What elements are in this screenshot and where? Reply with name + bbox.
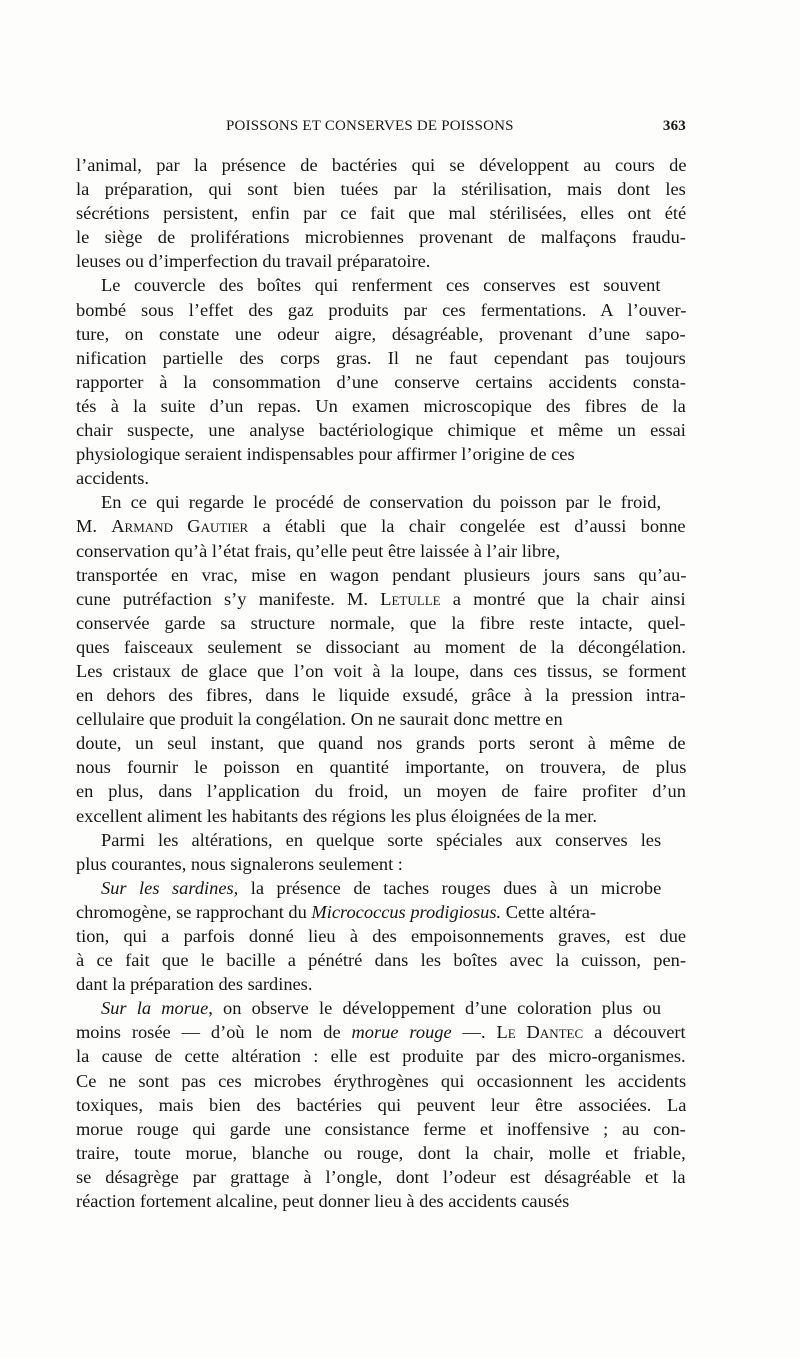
text-line: physiologique seraient indispensables pour affirmer l’origine de ces xyxy=(76,444,575,465)
text-line: chair suspecte, une analyse bactériologique chimique et même un essai xyxy=(76,420,686,441)
text-line: plus courantes, nous signalerons seulement : xyxy=(76,853,403,874)
text-line: nous fournir le poisson en quantité importante, on trouvera, de plus xyxy=(76,757,687,778)
running-title: POISSONS ET CONSERVES DE POISSONS xyxy=(226,118,514,134)
text-line: l’animal, par la présence de bactéries qui se développent au cours de xyxy=(76,155,687,175)
paragraph-3 xyxy=(76,490,686,827)
text-line: Sur la morue, on observe le développement d’une coloration plus ou xyxy=(101,998,662,1019)
italic-term: Sur la morue, xyxy=(101,998,213,1019)
paragraph-2 xyxy=(76,273,686,490)
text-line: toxiques, mais bien des bactéries qui peuvent leur être associées. La xyxy=(76,1094,687,1115)
text-line: cellulaire que produit la congélation. On ne saurait donc mettre en xyxy=(76,709,563,730)
page-body xyxy=(76,153,686,1213)
text-line: en plus, dans l’application du froid, un moyen de faire profiter d’un xyxy=(76,781,686,802)
text-line: la préparation, qui sont bien tuées par la stérilisation, mais dont les xyxy=(76,179,686,200)
text-line: Parmi les altérations, en quelque sorte spéciales aux conserves les xyxy=(101,829,662,850)
text-line: Ce ne sont pas ces microbes érythrogènes qui occasionnent les accidents xyxy=(76,1070,687,1091)
paragraph-1 xyxy=(76,153,686,273)
text-line: Le couvercle des boîtes qui renferment ces conserves est souvent xyxy=(101,275,661,296)
text-line: nification partielle des corps gras. Il ne faut cependant pas toujours xyxy=(76,347,686,368)
text-line: tion, qui a parfois donné lieu à des empoisonnements graves, est due xyxy=(76,926,687,946)
text-line: rapporter à la consommation d’une conserve certains accidents consta- xyxy=(76,371,686,392)
text-line: accidents. xyxy=(76,468,150,489)
author-name: Letulle xyxy=(380,588,441,609)
text-line: Les cristaux de glace que l’on voit à la loupe, dans ces tissus, se forment xyxy=(76,660,687,681)
text-line: morue rouge qui garde une consistance ferme et inoffensive ; au con- xyxy=(76,1118,686,1139)
paragraph-5 xyxy=(76,876,686,996)
text-line: doute, un seul instant, que quand nos grands ports seront à même de xyxy=(76,733,686,754)
text-line: ture, on constate une odeur aigre, désagréable, provenant d’une sapo- xyxy=(76,323,686,344)
text-line: moins rosée — d’où le nom de morue rouge —. Le Dantec a découvert xyxy=(76,1022,686,1043)
paragraph-6 xyxy=(76,996,686,1213)
text-line: sécrétions persistent, enfin par ce fait que mal stérilisées, elles ont été xyxy=(76,203,687,224)
text-line: chromogène, se rapprochant du Micrococcus prodigiosus. Cette altéra- xyxy=(76,901,597,922)
text-line: Sur les sardines, la présence de taches rouges dues à un microbe xyxy=(101,877,662,898)
text-line: En ce qui regarde le procédé de conservation du poisson par le froid, xyxy=(101,492,662,513)
page-number: 363 xyxy=(662,118,686,134)
italic-term: morue rouge xyxy=(351,1022,452,1043)
author-name: Armand Gautier xyxy=(111,516,249,537)
author-name: Le Dantec xyxy=(496,1022,584,1043)
italic-term: Sur les sardines, xyxy=(101,877,239,898)
text-line: tés à la suite d’un repas. Un examen microscopique des fibres de la xyxy=(76,395,686,416)
running-header xyxy=(76,118,686,140)
text-line: transportée en vrac, mise en wagon pendant plusieurs jours sans qu’au- xyxy=(76,564,687,585)
text-line: bombé sous l’effet des gaz produits par ces fermentations. A l’ouver- xyxy=(76,299,687,320)
text-line: conservée garde sa structure normale, que la fibre reste intacte, quel- xyxy=(76,612,686,633)
text-line: conservation qu’à l’état frais, qu’elle peut être laissée à l’air libre, xyxy=(76,540,561,561)
text-line: en dehors des fibres, dans le liquide exsudé, grâce à la pression intra- xyxy=(76,685,686,706)
text-line: réaction fortement alcaline, peut donner lieu à des accidents causés xyxy=(76,1191,570,1212)
species-name: Micrococcus prodigiosus. xyxy=(311,901,502,922)
text-line: ques faisceaux seulement se dissociant au moment de la décongélation. xyxy=(76,636,686,657)
paragraph-4 xyxy=(76,828,686,876)
text-line: cune putréfaction s’y manifeste. M. Letulle a montré que la chair ainsi xyxy=(76,588,686,609)
text-line: dant la préparation des sardines. xyxy=(76,974,313,995)
text-line: se désagrège par grattage à l’ongle, dont l’odeur est désagréable et la xyxy=(76,1166,686,1187)
text-line: la cause de cette altération : elle est produite par des micro-organismes. xyxy=(76,1046,686,1067)
text-line: traire, toute morue, blanche ou rouge, dont la chair, molle et friable, xyxy=(76,1142,686,1163)
text-line: le siège de proliférations microbiennes provenant de malfaçons fraudu- xyxy=(76,227,686,248)
text-line: à ce fait que le bacille a pénétré dans les boîtes avec la cuisson, pen- xyxy=(76,950,686,971)
text-line: excellent aliment les habitants des régions les plus éloignées de la mer. xyxy=(76,805,597,826)
text-line: leuses ou d’imperfection du travail préparatoire. xyxy=(76,251,431,272)
text-line: M. Armand Gautier a établi que la chair congelée est d’aussi bonne xyxy=(76,516,686,537)
